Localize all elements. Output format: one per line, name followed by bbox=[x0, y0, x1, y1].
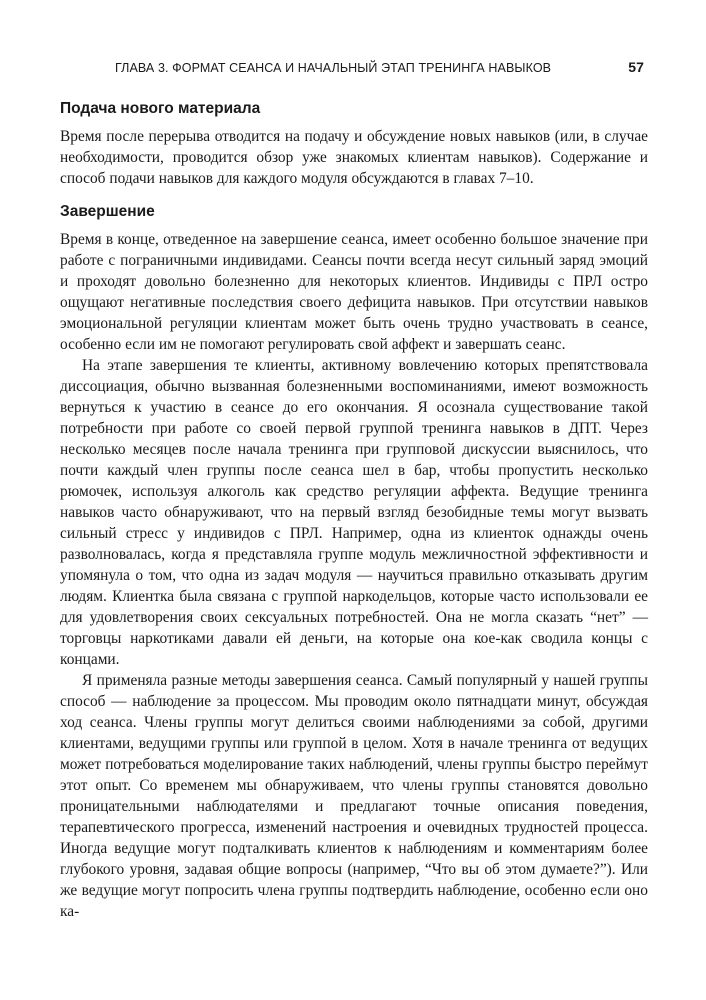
paragraph: Время после перерыва отводится на подачу и обсуждение новых навыков (или, в случае необходимости, проводится обзор уже знакомых клиентам навыков). Содержание и способ подачи навыков для каждого модуля обсуждаются в главах 7–10. bbox=[60, 128, 648, 187]
paragraph: Время в конце, отведенное на завершение сеанса, имеет особенно большое значение при работе с пограничными индивидами. Сеансы почти всегда несут сильный заряд эмоций и проходят довольно болезненно для некоторых клиентов. Индивиды с ПРЛ остро ощущают негативные последствия своего дефицита навыков. При отсутствии навыков эмоциональной регуляции клиентам может быть очень трудно участвовать в сеансе, особенно если им не помогают регулировать свой аффект и завершать сеанс. bbox=[60, 231, 648, 353]
page-content bbox=[60, 100, 648, 922]
running-header bbox=[60, 58, 648, 78]
paragraph: На этапе завершения те клиенты, активному вовлечению которых препятствовала диссоциация, обычно вызванная болезненными воспоминаниями, имеют возможность вернуться к участию в сеансе до его окончания. Я осознала существование такой потребности при работе со своей первой группой тренинга навыков в ДПТ. Через несколько месяцев после начала тренинга при групповой дискуссии выяснилось, что почти каждый член группы после сеанса шел в бар, чтобы пропустить несколько рюмочек, используя алкоголь как средство регуляции аффекта. Ведущие тренинга навыков часто обнаруживают, что на первый взгляд безобидные темы могут вызвать сильный стресс у индивидов с ПРЛ. Например, одна из клиенток однажды очень разволновалась, когда я представляла группе модуль межличностной эффективности и упомянула о том, что одна из задач модуля — научиться правильно отказывать другим людям. Клиентка была связана с группой наркодельцов, которые часто использовали ее для удовлетворения своих сексуальных потребностей. Она не могла сказать “нет” — торговцы наркотиками давали ей деньги, на которые она кое-как сводила концы с концами. bbox=[60, 357, 648, 668]
page-number: 57 bbox=[628, 59, 644, 75]
section-heading-completion: Завершение bbox=[60, 203, 155, 220]
running-title: ГЛАВА 3. ФОРМАТ СЕАНСА И НАЧАЛЬНЫЙ ЭТАП ТРЕНИНГА НАВЫКОВ bbox=[115, 61, 552, 75]
section-heading-new-material: Подача нового материала bbox=[60, 100, 261, 117]
paragraph: Я применяла разные методы завершения сеанса. Самый популярный у нашей группы способ — наблюдение за процессом. Мы проводим около пятнадцати минут, обсуждая ход сеанса. Члены группы могут делиться своими наблюдениями за собой, другими клиентами, ведущими группы или группой в целом. Хотя в начале тренинга от ведущих может потребоваться моделирование таких наблюдений, члены группы быстро переймут этот опыт. Со временем мы обнаруживаем, что члены группы становятся довольно проницательными наблюдателями и предлагают точные описания поведения, терапевтического прогресса, изменений настроения и очевидных трудностей процесса. Иногда ведущие могут подталкивать клиентов к наблюдениям и комментариям более глубокого уровня, задавая общие вопросы (например, “Что вы об этом думаете?”). Или же ведущие могут попросить члена группы подтвердить наблюдение, особенно если оно ка- bbox=[60, 672, 648, 920]
